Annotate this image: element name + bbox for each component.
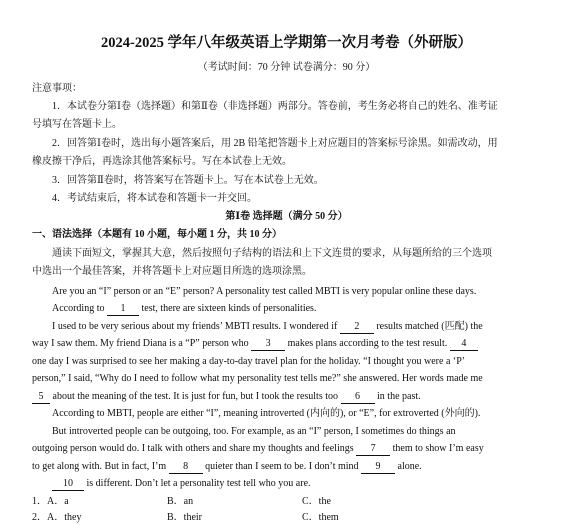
- note-line: 1．本试卷分第Ⅰ卷（选择题）和第Ⅱ卷（非选择题）两部分。答卷前，考生务必将自己的姓名、准考证: [52, 101, 498, 112]
- question-2-option-b: B．their: [167, 512, 202, 523]
- passage-line: 10 is different. Don’t let a personality test tell who you are.: [52, 477, 311, 491]
- passage-line: According to MBTI, people are either “I”, meaning introverted (内向的), or “E”, for extroverted (外向的).: [52, 408, 481, 419]
- part-heading: 第Ⅰ卷 选择题（满分 50 分）: [225, 211, 348, 222]
- section-heading: 一、语法选择（本题有 10 小题，每小题 1 分，共 10 分）: [32, 229, 282, 240]
- passage-line: Are you an “I” person or an “E” person? A personality test called MBTI is very popular online these days.: [52, 286, 477, 297]
- blank-9: 9: [361, 461, 395, 474]
- note-line: 2．回答第Ⅰ卷时，选出每小题答案后，用 2B 铅笔把答题卡上对应题目的答案标号涂黑。如需改动，用: [52, 138, 498, 149]
- blank-8: 8: [169, 461, 203, 474]
- question-1-option-b: B．an: [167, 496, 194, 507]
- note-line: 3．回答第Ⅱ卷时，将答案写在答题卡上。写在本试卷上无效。: [52, 175, 324, 186]
- notes-heading: 注意事项：: [32, 83, 82, 94]
- instruction-line: 通读下面短文，掌握其大意，然后按照句子结构的语法和上下文连贯的要求，从每题所给的三个选项: [52, 248, 492, 259]
- blank-1: 1: [107, 303, 139, 316]
- question-2-option-a: 2．A．they: [32, 512, 82, 523]
- blank-10: 10: [52, 478, 84, 491]
- blank-4: 4: [450, 338, 478, 351]
- note-line: 4．考试结束后，将本试卷和答题卡一并交回。: [52, 193, 257, 204]
- passage-line: I used to be very serious about my friends’ MBTI results. I wondered if 2 results matched (匹配) the: [52, 321, 483, 332]
- page-title: 2024-2025 学年八年级英语上学期第一次月考卷（外研版）: [101, 35, 472, 51]
- passage-line: to get along with. But in fact, I’m 8 quieter than I seem to be. I don’t mind 9 alone.: [32, 461, 422, 472]
- passage-line: one day I was surprised to see her making a day-to-day travel plan for the holiday. “I thought you were a ‘P’: [32, 356, 466, 367]
- blank-3: 3: [251, 338, 285, 351]
- instruction-line: 中选出一个最佳答案，并将答题卡上对应题目所选的选项涂黑。: [32, 266, 312, 277]
- passage-line: 5 about the meaning of the test. It is just for fun, but I took the results too 6 in the past.: [32, 390, 421, 404]
- note-line: 橡皮擦干净后，再选涂其他答案标号。写在本试卷上无效。: [32, 156, 292, 167]
- blank-7: 7: [356, 443, 390, 456]
- passage-line: But introverted people can be outgoing, too. For example, as an “I” person, I sometimes do things an: [52, 426, 456, 437]
- note-line: 号填写在答题卡上。: [32, 119, 122, 130]
- blank-6: 6: [341, 391, 375, 404]
- passage-line: outgoing person would do. I talk with others and share my thoughts and feelings 7 them to show I’m easy: [32, 443, 484, 454]
- question-1-option-a: 1．A．a: [32, 496, 69, 507]
- blank-5: 5: [32, 391, 50, 404]
- question-2-option-c: C．them: [302, 512, 339, 523]
- question-1-option-c: C．the: [302, 496, 331, 507]
- passage-line: person,” I said, “Why do I need to follow what my personality test tells me?” she answered. Her words made me: [32, 373, 483, 384]
- passage-line: According to 1 test, there are sixteen kinds of personalities.: [52, 303, 317, 314]
- passage-line: way I saw them. My friend Diana is a “P” person who 3 makes plans according to the test result. 4: [32, 337, 478, 351]
- exam-info: （考试时间：70 分钟 试卷满分：90 分）: [197, 62, 376, 73]
- blank-2: 2: [340, 321, 374, 334]
